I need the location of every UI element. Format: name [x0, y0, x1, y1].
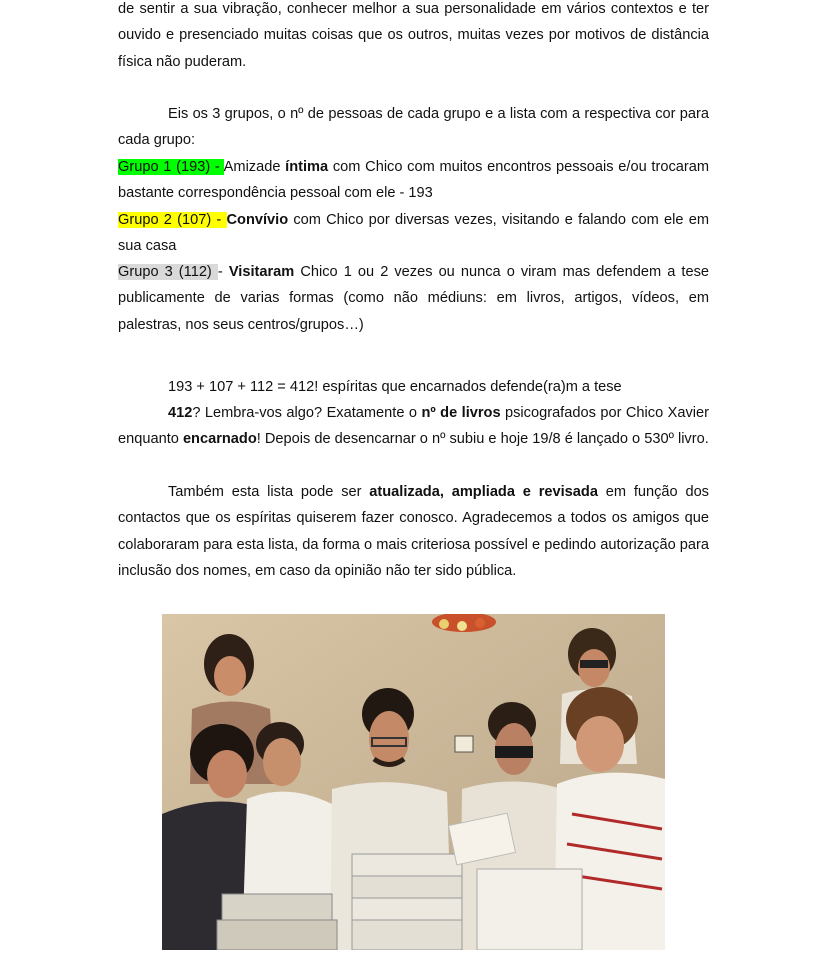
group-1-label: Grupo 1 (193) -	[118, 159, 224, 175]
group-2-line: Grupo 2 (107) - Convívio com Chico por diversas vezes, visitando e falando com ele em sua casa	[118, 212, 709, 255]
group-photo	[162, 614, 665, 950]
group-3-label: Grupo 3 (112)	[118, 264, 218, 280]
group-3-line: Grupo 3 (112) - Visitaram Chico 1 ou 2 vezes ou nunca o viram mas defendem a tese publicamente de varias formas (como não médiuns: em livros, artigos, vídeos, em palestras, nos seus centros/grupos…)	[118, 264, 710, 333]
group-2-label: Grupo 2 (107) -	[118, 212, 227, 228]
photo-illustration	[162, 614, 665, 950]
group-2-keyword: Convívio	[226, 212, 289, 228]
group-1-line: Grupo 1 (193) - Amizade íntima com Chico com muitos encontros pessoais e/ou trocaram bastante correspondência pessoal com ele - 193	[118, 159, 709, 202]
intro-paragraph: de sentir a sua vibração, conhecer melhor a sua personalidade em vários contextos e ter ouvido e presenciado muitas coisas que os outros, muitas vezes por motivos de distância física não puderam.	[118, 1, 709, 70]
paragraph-412: 412? Lembra-vos algo? Exatamente o nº de livros psicografados por Chico Xavier enquanto encarnado! Depois de desencarnar o nº subiu e hoje 19/8 é lançado o 530º livro.	[118, 405, 709, 448]
groups-intro-paragraph: Eis os 3 grupos, o nº de pessoas de cada grupo e a lista com a respectiva cor para cada grupo:	[118, 106, 709, 149]
group-3-keyword: Visitaram	[228, 264, 295, 280]
group-1-keyword: íntima	[285, 159, 329, 175]
sum-line: 193 + 107 + 112 = 412! espíritas que encarnados defende(ra)m a tese	[168, 379, 622, 395]
list-paragraph: Também esta lista pode ser atualizada, ampliada e revisada em função dos contactos que os espíritas quiserem fazer conosco. Agradecemos a todos os amigos que colaboraram para esta lista, da forma o mais criteriosa possível e pedindo autorização para inclusão dos nomes, em caso da opinião não ter sido pública.	[118, 484, 709, 579]
wall-switch	[455, 736, 473, 752]
